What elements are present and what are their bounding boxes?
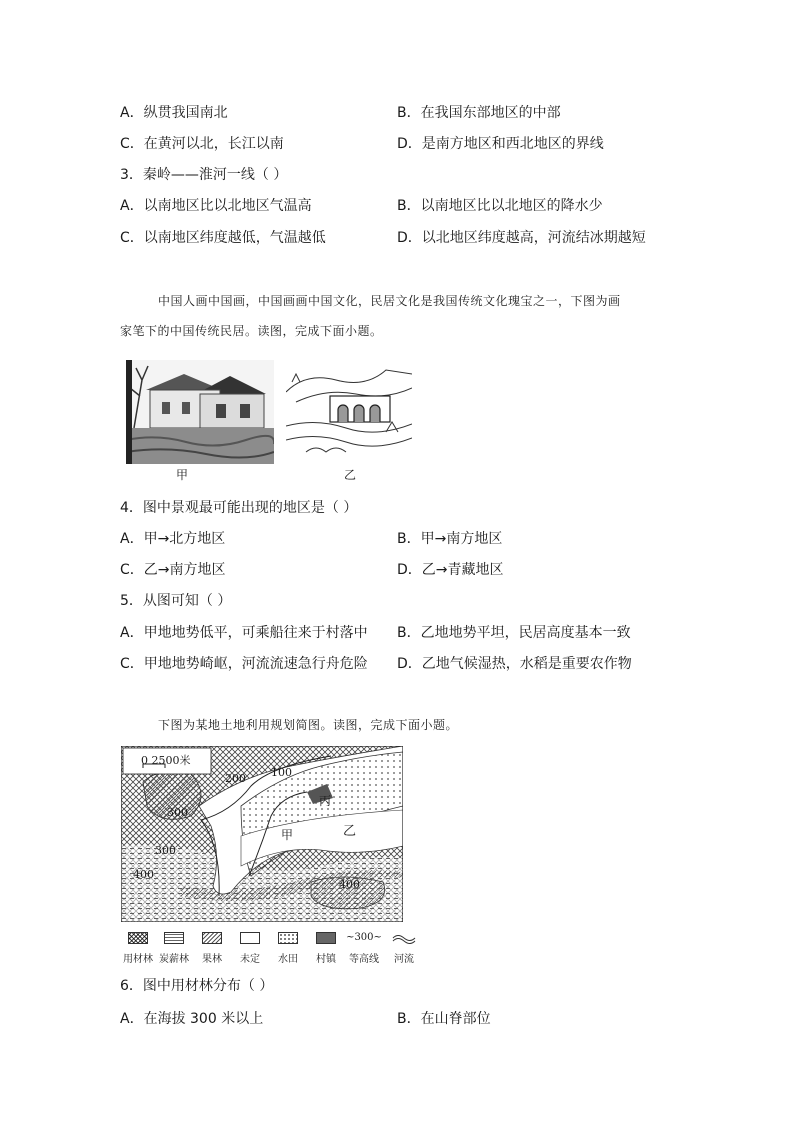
contour-label-300b: 300	[155, 844, 176, 857]
contour-label-200: 200	[225, 772, 246, 785]
q5-stem: 5．从图可知（ ）	[120, 593, 232, 609]
legend-orchard	[196, 932, 228, 965]
q3-option-a: A．以南地区比以北地区气温高	[120, 198, 312, 214]
dots-swatch-icon	[278, 932, 298, 944]
q2-option-b: B．在我国东部地区的中部	[397, 105, 561, 121]
legend-timber-forest	[122, 932, 154, 965]
q5-option-b: B．乙地地势平坦，民居高度基本一致	[397, 625, 631, 641]
q4-stem: 4．图中景观最可能出现的地区是（ ）	[120, 500, 358, 516]
diagonal-swatch-icon	[202, 932, 222, 944]
contour-label-400b: 400	[339, 878, 360, 891]
q2-option-c: C．在黄河以北，长江以南	[120, 136, 284, 152]
contour-label-400a: 400	[133, 868, 154, 881]
legend-river	[388, 932, 420, 965]
q5-option-d: D．乙地气候湿热，水稻是重要农作物	[397, 656, 632, 672]
q3-option-b: B．以南地区比以北地区的降水少	[397, 198, 603, 214]
legend-contour	[344, 932, 384, 965]
legend-village	[310, 932, 342, 965]
q3-option-c: C．以南地区纬度越低，气温越低	[120, 230, 326, 246]
map-legend	[122, 932, 422, 968]
q6-option-b: B．在山脊部位	[397, 1011, 491, 1027]
legend-label: 水田	[278, 954, 298, 965]
map-label-yi: 乙	[343, 824, 357, 839]
crosshatch-swatch-icon	[128, 932, 148, 944]
contour-symbol-icon: ~300~	[346, 932, 382, 943]
map-scale: 0 2500米	[141, 754, 191, 767]
legend-label: 未定	[240, 954, 260, 965]
q4-option-b: B．甲→南方地区	[397, 531, 503, 547]
q6-option-a: A．在海拔 300 米以上	[120, 1011, 264, 1027]
passage2-line1: 下图为某地土地利用规划简图。读图，完成下面小题。	[158, 718, 459, 732]
q4-option-a: A．甲→北方地区	[120, 531, 226, 547]
q5-option-a: A．甲地地势低平，可乘船往来于村落中	[120, 625, 368, 641]
q3-stem: 3．秦岭——淮河一线（ ）	[120, 167, 288, 183]
q4-option-d: D．乙→青藏地区	[397, 562, 504, 578]
legend-label: 河流	[394, 954, 414, 965]
legend-label: 等高线	[349, 954, 379, 965]
solid-swatch-icon	[316, 932, 336, 944]
legend-fuelwood-forest	[158, 932, 190, 965]
river-symbol-icon	[392, 932, 416, 944]
map-label-jia: 甲	[281, 828, 294, 842]
land-use-map	[121, 746, 403, 922]
dwelling-painting-jia	[126, 360, 274, 464]
blank-swatch-icon	[240, 932, 260, 944]
label-jia: 甲	[176, 468, 189, 482]
q6-stem: 6．图中用材林分布（ ）	[120, 978, 274, 994]
map-label-bing: 丙	[319, 794, 332, 808]
q3-option-d: D．以北地区纬度越高，河流结冰期越短	[397, 230, 646, 246]
legend-label: 村镇	[316, 954, 336, 965]
q2-option-d: D．是南方地区和西北地区的界线	[397, 136, 604, 152]
dwelling-painting-yi	[286, 362, 412, 460]
legend-label: 用材林	[123, 954, 153, 965]
label-yi: 乙	[344, 468, 357, 482]
legend-undetermined	[234, 932, 266, 965]
passage1-line1: 中国人画中国画，中国画画中国文化，民居文化是我国传统文化瑰宝之一，下图为画	[158, 294, 621, 308]
legend-label: 果林	[202, 954, 222, 965]
legend-paddy-field	[272, 932, 304, 965]
legend-label: 炭薪林	[159, 954, 189, 965]
dashes-swatch-icon	[164, 932, 184, 944]
contour-label-300a: 300	[167, 806, 188, 819]
contour-label-100: 100	[271, 766, 292, 779]
q2-option-a: A．纵贯我国南北	[120, 105, 228, 121]
passage1-line2: 家笔下的中国传统民居。读图，完成下面小题。	[120, 324, 383, 338]
q4-option-c: C．乙→南方地区	[120, 562, 226, 578]
q5-option-c: C．甲地地势崎岖，河流流速急行舟危险	[120, 656, 368, 672]
